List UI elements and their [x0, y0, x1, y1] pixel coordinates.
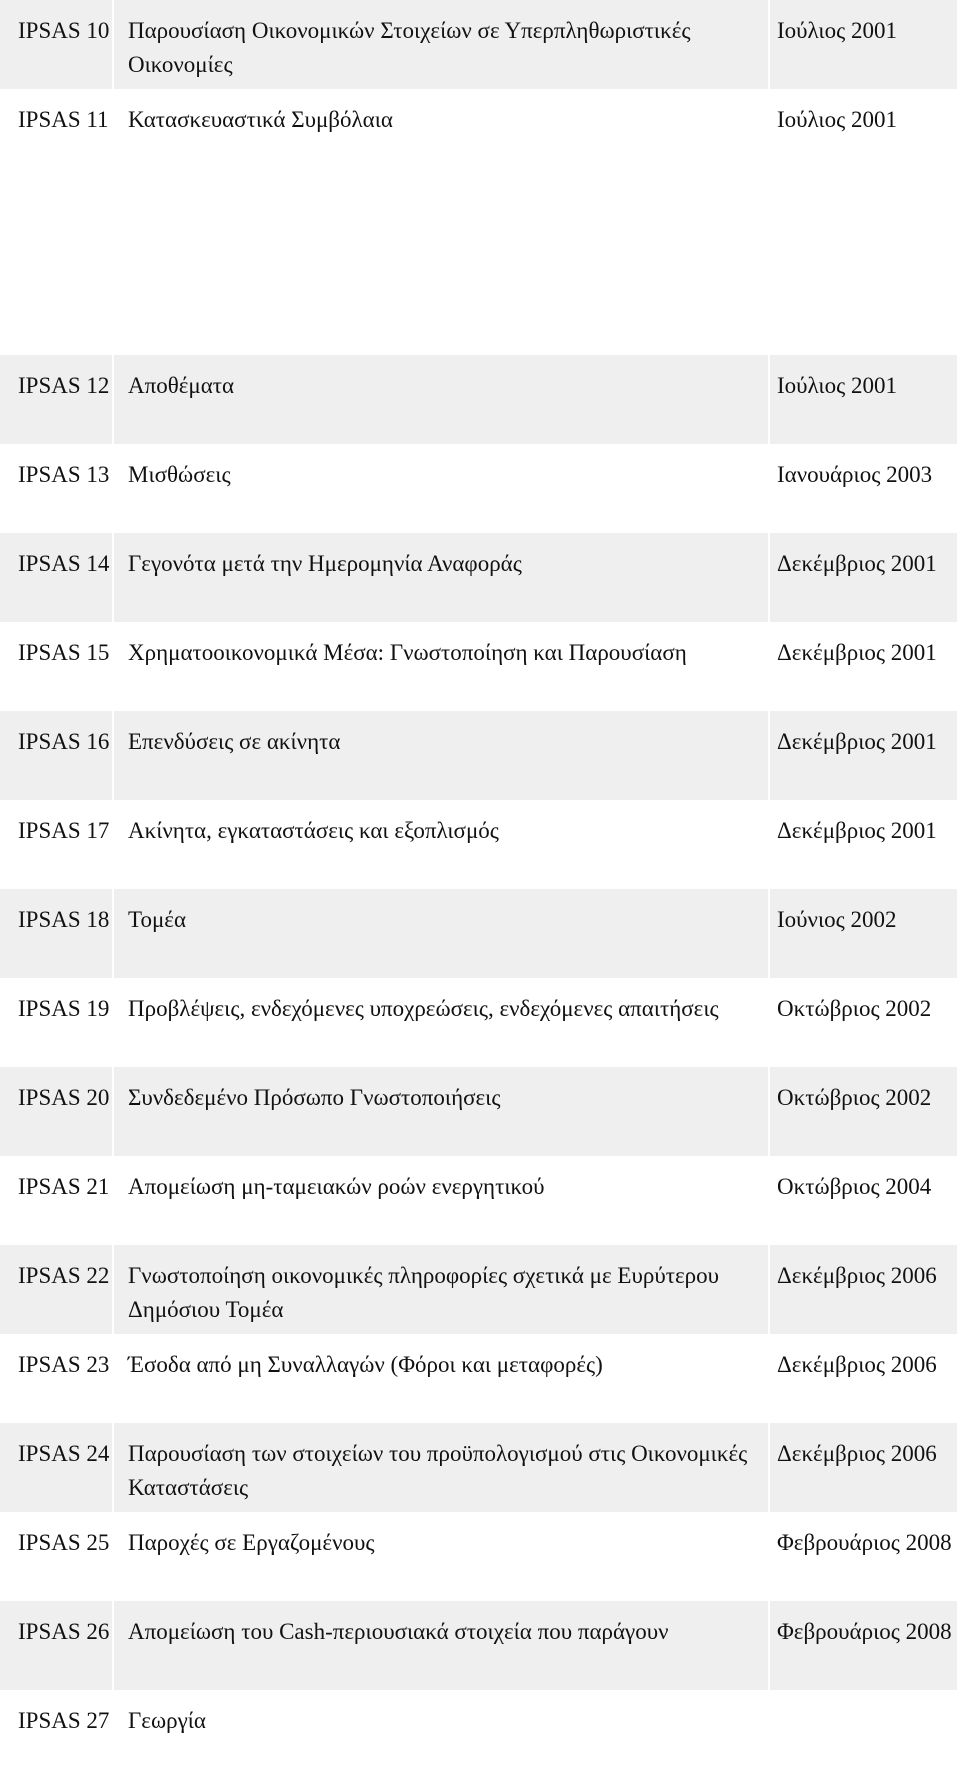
table-row: [0, 444, 957, 533]
standard-code: IPSAS 17: [18, 818, 110, 843]
effective-date: Ιανουάριος 2003: [777, 462, 933, 487]
standard-title: Απομείωση μη-ταμειακών ροών ενεργητικού: [128, 1174, 545, 1199]
table-row: [0, 1690, 957, 1779]
standard-title: Τομέα: [128, 907, 187, 932]
standard-title: Παρουσίαση Οικονομικών Στοιχείων σε Υπερπληθωριστικές Οικονομίες: [128, 18, 691, 77]
effective-date: Δεκέμβριος 2006: [777, 1263, 937, 1288]
standard-code: IPSAS 27: [18, 1708, 110, 1733]
standard-code: IPSAS 25: [18, 1530, 110, 1555]
table-row: [0, 0, 957, 89]
standard-title: Συνδεδεμένο Πρόσωπο Γνωστοποιήσεις: [128, 1085, 501, 1110]
effective-date: Δεκέμβριος 2001: [777, 551, 937, 576]
effective-date: Δεκέμβριος 2001: [777, 640, 937, 665]
standard-code: IPSAS 20: [18, 1085, 110, 1110]
effective-date: Δεκέμβριος 2001: [777, 818, 937, 843]
effective-date: Οκτώβριος 2002: [777, 996, 932, 1021]
standard-title: Επενδύσεις σε ακίνητα: [128, 729, 341, 754]
standard-code: IPSAS 12: [18, 373, 110, 398]
table-row: [0, 1245, 957, 1334]
standard-title: Γεγονότα μετά την Ημερομηνία Αναφοράς: [128, 551, 522, 576]
effective-date: Ιούνιος 2002: [777, 907, 897, 932]
effective-date: Φεβρουάριος 2008: [777, 1530, 952, 1555]
standard-code: IPSAS 11: [18, 107, 109, 132]
standard-title: Απομείωση του Cash-περιουσιακά στοιχεία που παράγουν: [128, 1619, 669, 1644]
table-row: [0, 1601, 957, 1690]
standard-title: Γνωστοποίηση οικονομικές πληροφορίες σχετικά με Ευρύτερου Δημόσιου Τομέα: [128, 1263, 719, 1322]
standard-title: Προβλέψεις, ενδεχόμενες υποχρεώσεις, ενδεχόμενες απαιτήσεις: [128, 996, 719, 1021]
standard-title: Μισθώσεις: [128, 462, 231, 487]
standard-title: Παροχές σε Εργαζομένους: [128, 1530, 375, 1555]
table-row: [0, 1067, 957, 1156]
table-row: [0, 89, 957, 355]
standard-code: IPSAS 19: [18, 996, 110, 1021]
effective-date: Ιούλιος 2001: [777, 373, 897, 398]
standard-code: IPSAS 21: [18, 1174, 110, 1199]
standard-code: IPSAS 26: [18, 1619, 110, 1644]
table-row: [0, 978, 957, 1067]
effective-date: Φεβρουάριος 2008: [777, 1619, 952, 1644]
table-row: [0, 889, 957, 978]
table-row: [0, 622, 957, 711]
standard-title: Παρουσίαση των στοιχείων του προϋπολογισμού στις Οικονομικές Καταστάσεις: [128, 1441, 748, 1500]
table-row: [0, 355, 957, 444]
standard-code: IPSAS 14: [18, 551, 110, 576]
effective-date: Οκτώβριος 2002: [777, 1085, 932, 1110]
standard-title: Χρηματοοικονομικά Μέσα: Γνωστοποίηση και Παρουσίαση: [128, 640, 687, 665]
table-row: [0, 533, 957, 622]
standard-code: IPSAS 15: [18, 640, 110, 665]
table-row: [0, 1334, 957, 1423]
standard-code: IPSAS 24: [18, 1441, 110, 1466]
table-row: [0, 1512, 957, 1601]
effective-date: Οκτώβριος 2004: [777, 1174, 932, 1199]
standard-title: Γεωργία: [128, 1708, 206, 1733]
standard-code: IPSAS 18: [18, 907, 110, 932]
effective-date: Ιούλιος 2001: [777, 18, 897, 43]
standard-code: IPSAS 10: [18, 18, 110, 43]
effective-date: Ιούλιος 2001: [777, 107, 897, 132]
standard-title: Έσοδα από μη Συναλλαγών (Φόροι και μεταφορές): [128, 1352, 603, 1377]
table-row: [0, 1423, 957, 1512]
standard-title: Αποθέματα: [128, 373, 235, 398]
effective-date: Δεκέμβριος 2006: [777, 1441, 937, 1466]
standard-title: Ακίνητα, εγκαταστάσεις και εξοπλισμός: [128, 818, 499, 843]
standard-code: IPSAS 16: [18, 729, 110, 754]
table-row: [0, 800, 957, 889]
table-row: [0, 1156, 957, 1245]
effective-date: Δεκέμβριος 2001: [777, 729, 937, 754]
standard-title: Κατασκευαστικά Συμβόλαια: [128, 107, 393, 132]
standard-code: IPSAS 22: [18, 1263, 110, 1288]
effective-date: Δεκέμβριος 2006: [777, 1352, 937, 1377]
standard-code: IPSAS 23: [18, 1352, 110, 1377]
standard-code: IPSAS 13: [18, 462, 110, 487]
table-row: [0, 711, 957, 800]
